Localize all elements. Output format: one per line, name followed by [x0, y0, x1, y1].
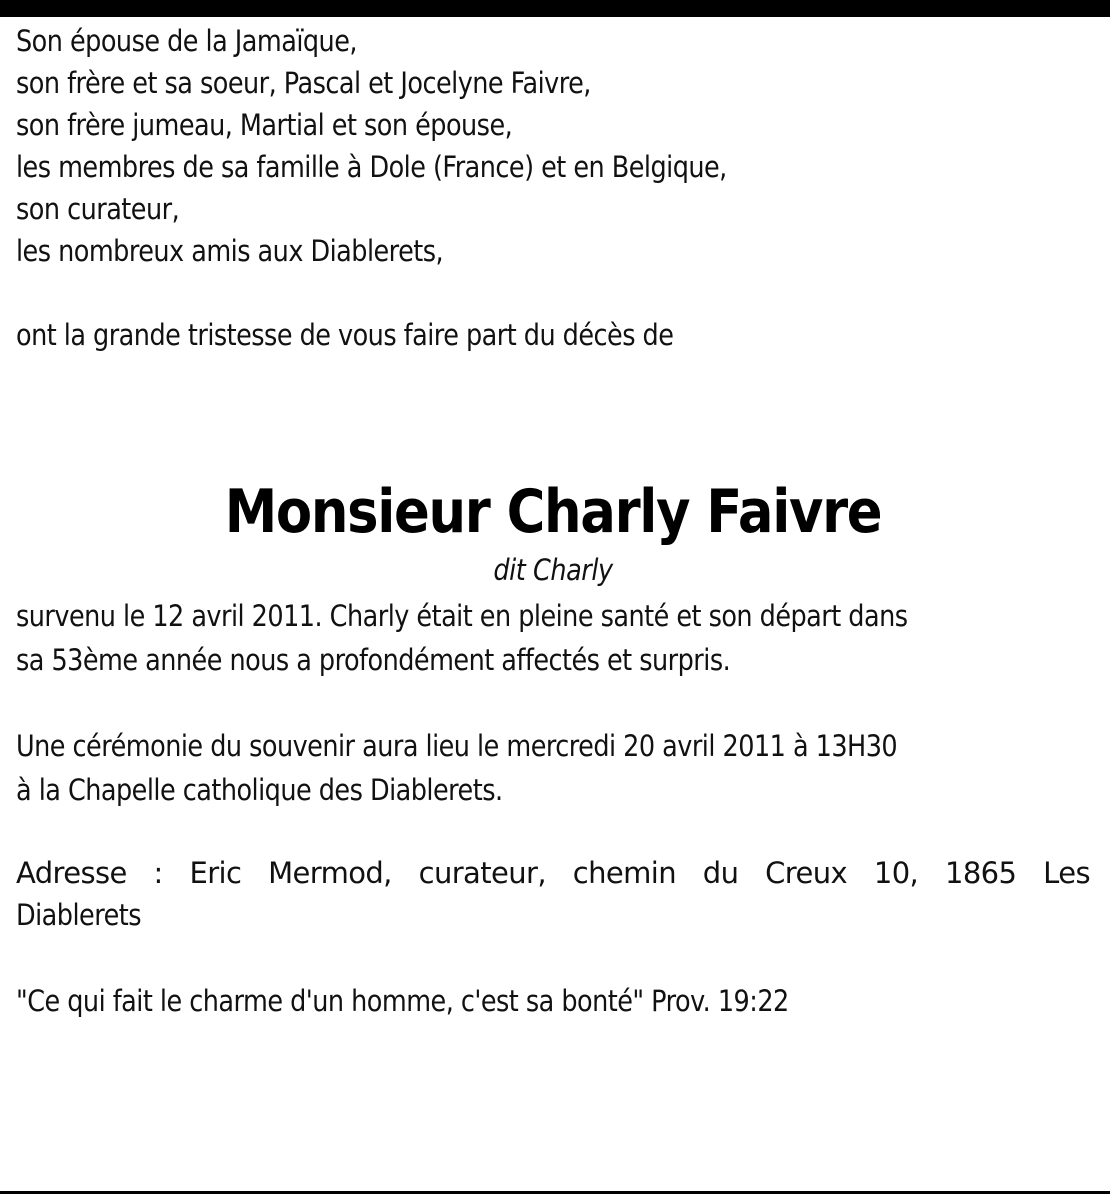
details-line: sa 53ème année nous a profondément affectés et surpris.: [16, 643, 731, 677]
family-list: [16, 20, 1090, 272]
address-word: Mermod,: [268, 856, 392, 890]
details-line: survenu le 12 avril 2011. Charly était en pleine santé et son départ dans: [16, 599, 908, 633]
address-word: Eric: [189, 856, 242, 890]
deceased-name: Monsieur Charly Faivre: [224, 477, 882, 547]
address-block: [16, 852, 1090, 936]
address-word: du: [702, 856, 739, 890]
family-line: les membres de sa famille à Dole (France) et en Belgique,: [16, 150, 727, 184]
family-line: les nombreux amis aux Diablerets,: [16, 234, 444, 268]
address-word: chemin: [572, 856, 676, 890]
address-line-1: [16, 852, 1090, 894]
address-word: Creux: [765, 856, 848, 890]
family-line: son frère jumeau, Martial et son épouse,: [16, 108, 513, 142]
address-word: curateur,: [418, 856, 546, 890]
announcement-text: ont la grande tristesse de vous faire part du décès de: [16, 318, 674, 352]
address-word: 1865: [944, 856, 1017, 890]
address-word: Adresse: [16, 856, 127, 890]
address-word: 10,: [873, 856, 919, 890]
address-word: Les: [1043, 856, 1090, 890]
family-line: son frère et sa soeur, Pascal et Jocelyne Faivre,: [16, 66, 591, 100]
nickname: dit Charly: [493, 553, 613, 587]
address-word: :: [153, 856, 163, 890]
ceremony-line: à la Chapelle catholique des Diablerets.: [16, 773, 503, 807]
obituary-notice: [16, 20, 1090, 1022]
bottom-border-rule: [0, 1191, 1110, 1194]
family-line: son curateur,: [16, 192, 180, 226]
top-border-rule: [0, 0, 1110, 17]
ceremony-line: Une cérémonie du souvenir aura lieu le mercredi 20 avril 2011 à 13H30: [16, 729, 898, 763]
quote-text: "Ce qui fait le charme d'un homme, c'est sa bonté" Prov. 19:22: [16, 984, 789, 1018]
address-line-2: Diablerets: [16, 898, 142, 932]
family-line: Son épouse de la Jamaïque,: [16, 24, 357, 58]
death-details: [16, 594, 1090, 682]
ceremony-info: [16, 724, 1090, 812]
